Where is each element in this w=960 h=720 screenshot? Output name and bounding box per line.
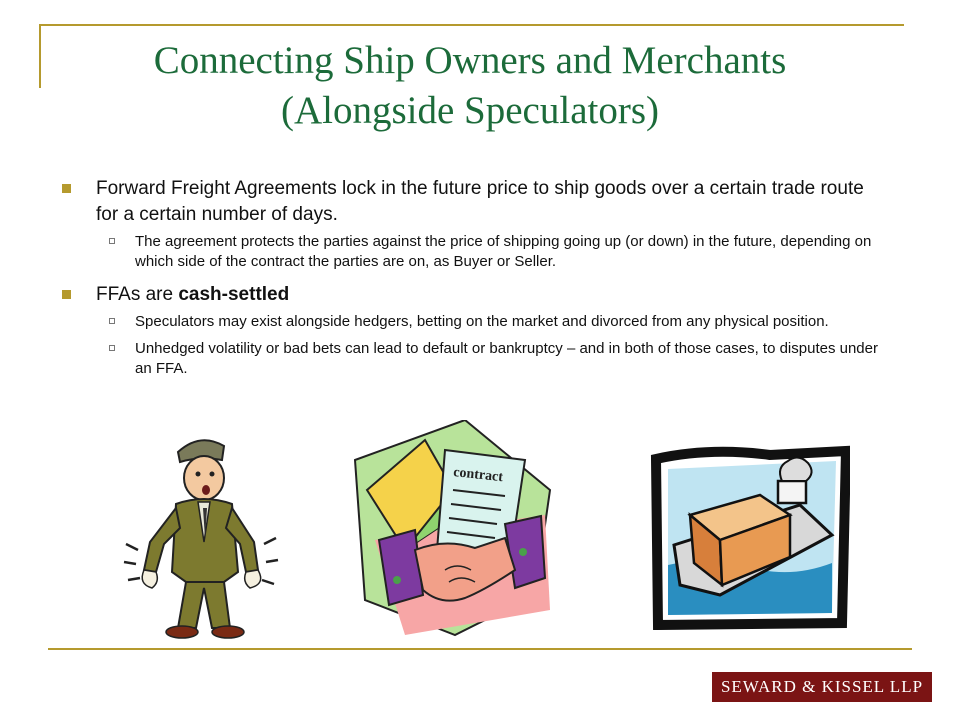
bullet-text-bold: cash-settled — [178, 284, 290, 305]
left-rule — [39, 24, 41, 88]
bullet-level1 — [60, 282, 880, 308]
bullet-list — [60, 176, 880, 386]
title-line-1: Connecting Ship Owners and Merchants — [153, 39, 787, 82]
contract-word: contract — [452, 465, 504, 486]
worried-man-empty-pockets-illustration — [120, 432, 280, 642]
bullet-text: The agreement protects the parties against the price of shipping going up (or down) in the future, depending on which side of the contract the parties are on, as Buyer or Seller. — [135, 233, 872, 270]
cargo-ship-illustration — [650, 445, 850, 630]
slide-title — [60, 36, 880, 136]
hollow-square-bullet-icon — [109, 238, 115, 244]
bullet-text: Unhedged volatility or bad bets can lead to default or bankruptcy – and in both of those cases, to disputes under an FFA. — [135, 340, 878, 377]
seward-kissel-logo: SEWARD & KISSEL LLP — [712, 672, 932, 702]
bullet-level2 — [60, 312, 880, 332]
bullet-level1 — [60, 176, 880, 228]
bullet-level2 — [60, 339, 880, 379]
top-rule — [40, 24, 904, 26]
hollow-square-bullet-icon — [109, 345, 115, 351]
bullet-text: Speculators may exist alongside hedgers, betting on the market and divorced from any physical position. — [135, 313, 829, 330]
square-bullet-icon — [62, 184, 71, 193]
hollow-square-bullet-icon — [109, 318, 115, 324]
bullet-text: Forward Freight Agreements lock in the future price to ship goods over a certain trade route for a certain number of days. — [96, 178, 864, 225]
title-line-2: (Alongside Speculators) — [280, 89, 659, 132]
bottom-rule — [48, 648, 912, 650]
bullet-level2 — [60, 232, 880, 272]
contract-handshake-illustration — [345, 420, 560, 640]
square-bullet-icon — [62, 290, 71, 299]
bullet-text-prefix: FFAs are — [96, 284, 179, 305]
